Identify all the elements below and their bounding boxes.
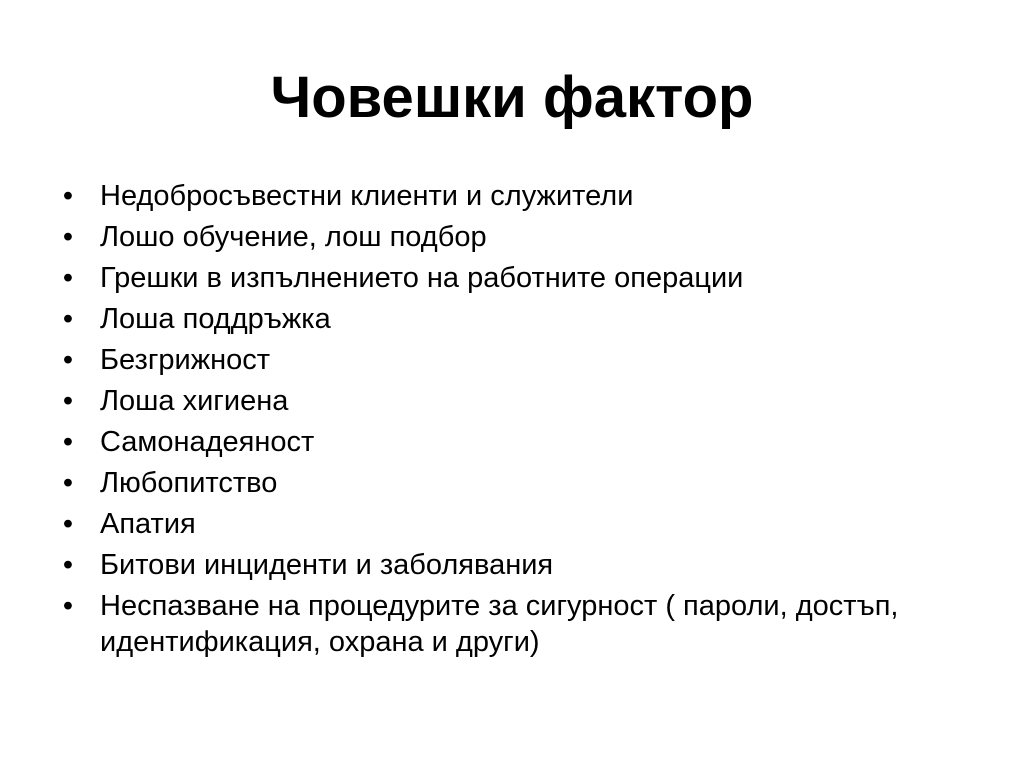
list-item-text: Самонадеяност — [100, 426, 315, 458]
bullet-icon: • — [62, 590, 74, 622]
bullet-icon: • — [62, 180, 74, 212]
list-item-text: Лошо обучение, лош подбор — [100, 221, 487, 253]
list-item — [58, 260, 958, 296]
list-item — [58, 383, 958, 419]
list-item — [58, 547, 958, 583]
bullet-icon: • — [62, 508, 74, 540]
list-item — [58, 424, 958, 460]
list-item-text: Лоша хигиена — [100, 385, 289, 417]
list-item-text: Безгрижност — [100, 344, 271, 376]
list-item — [58, 219, 958, 255]
list-item-text: Апатия — [100, 508, 196, 540]
list-item-text: Грешки в изпълнението на работните операции — [100, 262, 744, 294]
bullet-icon: • — [62, 426, 74, 458]
bullet-icon: • — [62, 549, 74, 581]
list-item — [58, 588, 958, 660]
bullet-icon: • — [62, 221, 74, 253]
list-item-text: Лоша поддръжка — [100, 303, 331, 335]
list-item — [58, 465, 958, 501]
list-item — [58, 342, 958, 378]
bullet-list — [58, 178, 958, 665]
list-item — [58, 506, 958, 542]
bullet-icon: • — [62, 385, 74, 417]
bullet-icon: • — [62, 262, 74, 294]
bullet-icon: • — [62, 467, 74, 499]
list-item — [58, 178, 958, 214]
list-item — [58, 301, 958, 337]
list-item-text: Битови инциденти и заболявания — [100, 549, 554, 581]
bullet-icon: • — [62, 344, 74, 376]
list-item-text: Любопитство — [100, 467, 278, 499]
list-item-text: Недобросъвестни клиенти и служители — [100, 180, 634, 212]
list-item-text: Неспазване на процедурите за сигурност ( пароли, достъп, идентификация, охрана и други) — [100, 590, 899, 658]
bullet-icon: • — [62, 303, 74, 335]
slide-title: Човешки фактор — [270, 65, 754, 130]
